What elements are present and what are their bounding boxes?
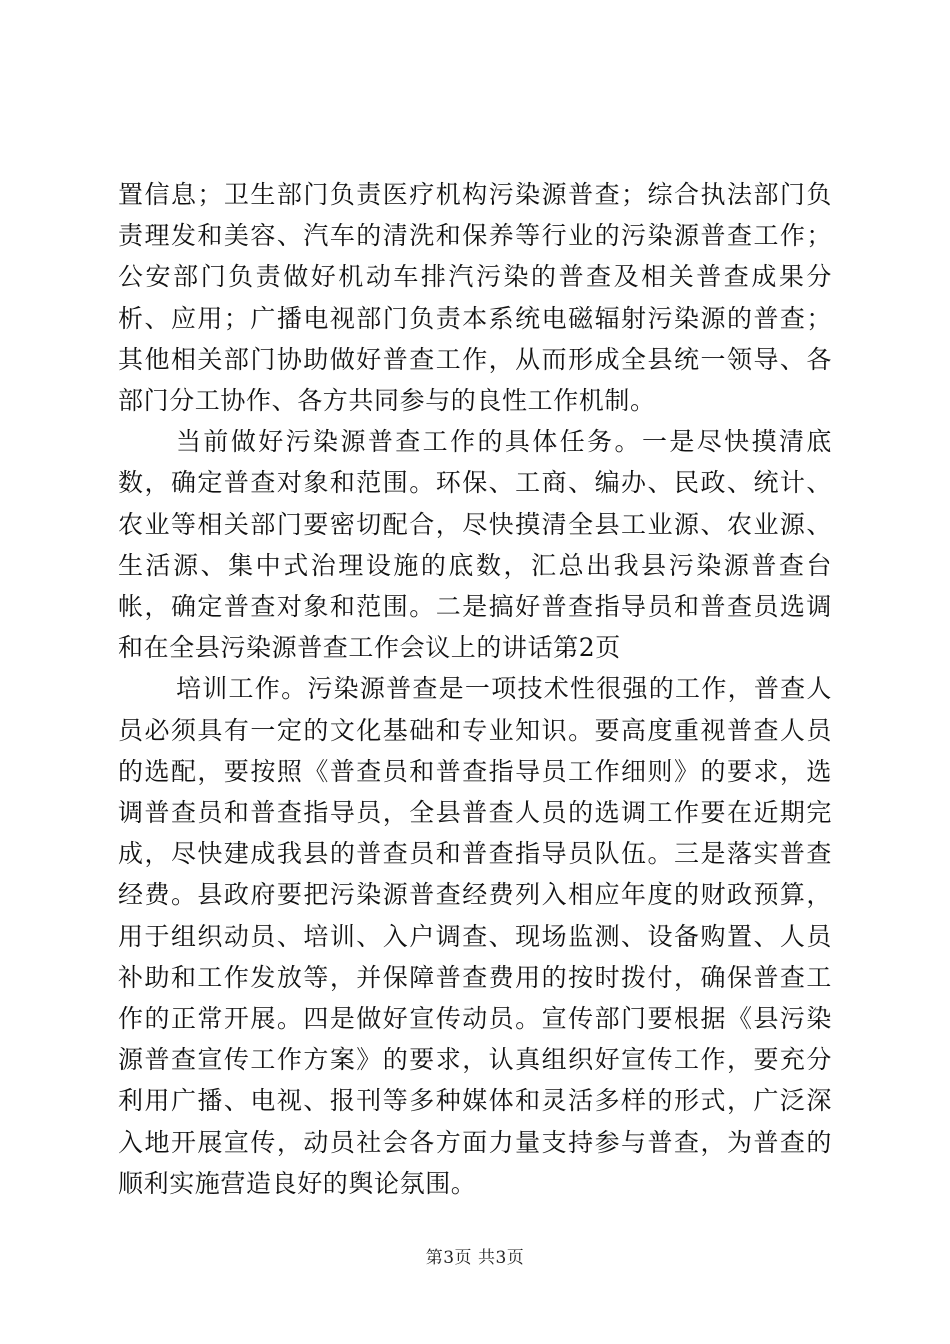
paragraph-1: 置信息；卫生部门负责医疗机构污染源普查；综合执法部门负责理发和美容、汽车的清洗和保养等行业的污染源普查工作；公安部门负责做好机动车排汽污染的普查及相关普查成果分析、应用；广播电视部门负责本系统电磁辐射污染源的普查；其他相关部门协助做好普查工作，从而形成全县统一领导、各部门分工协作、各方共同参与的良性工作机制。 (118, 180, 832, 416)
paragraph-3: 培训工作。污染源普查是一项技术性很强的工作，普查人员必须具有一定的文化基础和专业知识。要高度重视普查人员的选配，要按照《普查员和普查指导员工作细则》的要求，选调普查员和普查指导员，全县普查人员的选调工作要在近期完成，尽快建成我县的普查员和普查指导员队伍。三是落实普查经费。县政府要把污染源普查经费列入相应年度的财政预算，用于组织动员、培训、入户调查、现场监测、设备购置、人员补助和工作发放等，并保障普查费用的按时拨付，确保普查工作的正常开展。四是做好宣传动员。宣传部门要根据《县污染源普查宣传工作方案》的要求，认真组织好宣传工作，要充分利用广播、电视、报刊等多种媒体和灵活多样的形式，广泛深入地开展宣传，动员社会各方面力量支持参与普查，为普查的顺利实施营造良好的舆论氛围。 (118, 674, 832, 1198)
document-body (118, 174, 832, 1204)
paragraph-2: 当前做好污染源普查工作的具体任务。一是尽快摸清底数，确定普查对象和范围。环保、工商、编办、民政、统计、农业等相关部门要密切配合，尽快摸清全县工业源、农业源、生活源、集中式治理设施的底数，汇总出我县污染源普查台帐，确定普查对象和范围。二是搞好普查指导员和普查员选调和在全县污染源普查工作会议上的讲话第2页 (118, 427, 832, 663)
page-footer: 第3页 共3页 (425, 1248, 525, 1268)
